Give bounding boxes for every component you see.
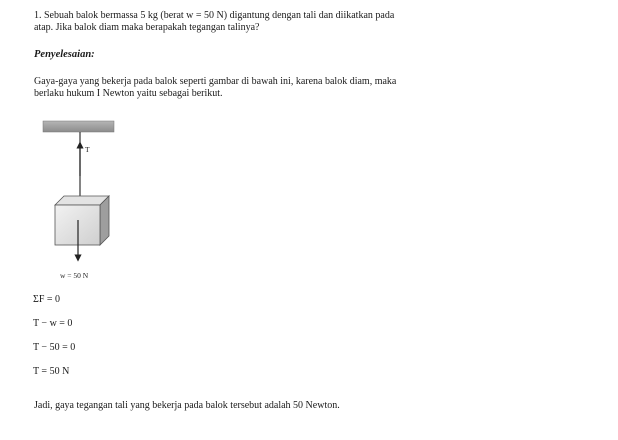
intro-line-2: berlaku hukum I Newton yaitu sebagai berikut. bbox=[34, 88, 223, 99]
equation-1: ΣF = 0 bbox=[33, 294, 61, 305]
weight-label: w = 50 N bbox=[60, 271, 89, 280]
equation-3: T − 50 = 0 bbox=[33, 342, 76, 353]
question-line-2: atap. Jika balok diam maka berapakah tegangan talinya? bbox=[34, 22, 260, 33]
intro-line-1: Gaya-gaya yang bekerja pada balok seperti gambar di bawah ini, karena balok diam, maka bbox=[34, 76, 397, 87]
solution-heading: Penyelesaian: bbox=[34, 49, 95, 60]
equation-2: T − w = 0 bbox=[33, 318, 73, 329]
ceiling bbox=[43, 121, 114, 132]
equation-4: T = 50 N bbox=[33, 366, 70, 377]
conclusion: Jadi, gaya tegangan tali yang bekerja pada balok tersebut adalah 50 Newton. bbox=[34, 400, 340, 411]
tension-label: T bbox=[85, 145, 90, 154]
block-side bbox=[100, 196, 109, 245]
question-line-1: 1. Sebuah balok bermassa 5 kg (berat w = 50 N) digantung dengan tali dan diikatkan pada bbox=[34, 10, 395, 21]
